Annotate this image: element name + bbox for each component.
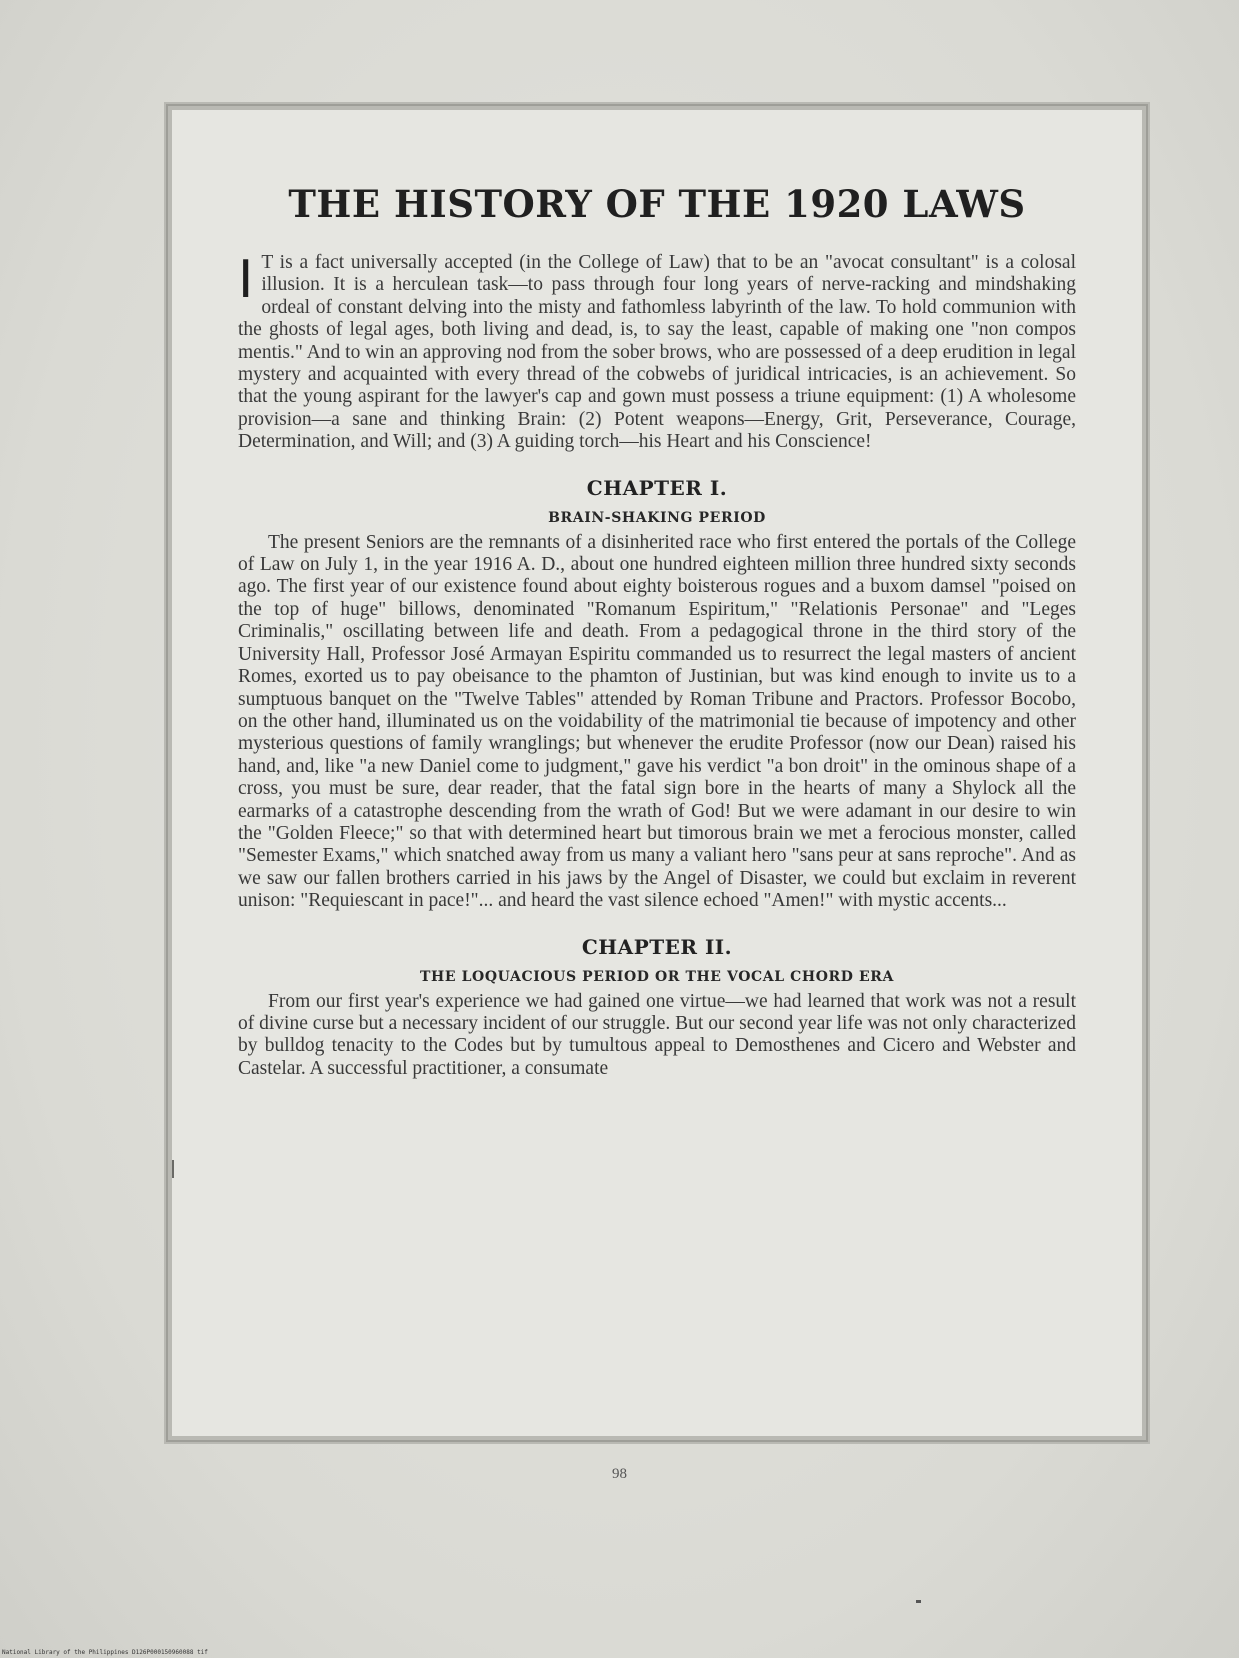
article-body	[238, 182, 1076, 1080]
chapter-1-subheading: BRAIN-SHAKING PERIOD	[548, 509, 766, 526]
chapter-1-paragraph: The present Seniors are the remnants of a disinherited race who first entered the portals of the College of Law on July 1, in the year 1916 A. D., about one hundred eighteen million three hundred sixty seconds ago. The first year of our existence found about eighty boisterous rogues and a buxom damsel "poised on the top of huge" billows, denominated "Romanum Espiritum," "Relationis Personae" and "Leges Criminalis," oscillating between life and death. From a pedagogical throne in the third story of the University Hall, Professor José Armayan Espiritu commanded us to resurrect the legal masters of ancient Romes, exorted us to pay obeisance to the phamton of Justinian, but was kind enough to invite us to a sumptuous banquet on the "Twelve Tables" attended by Roman Tribune and Practors. Professor Bocobo, on the other hand, illuminated us on the voidability of the matrimonial tie because of impotency and other mysterious questions of family wranglings; but whenever the erudite Professor (now our Dean) raised his hand, and, like "a new Daniel come to judgment," gave his verdict "a bon droit" in the ominous shape of a cross, you must be sure, dear reader, that the fatal sign bore in the hearts of many a Shylock all the earmarks of a catastrophe descending from the wrath of God! But we were adamant in our desire to win the "Golden Fleece;" so that with determined heart but timorous brain we met a ferocious monster, called "Semester Exams," which snatched away from us many a valiant hero "sans peur at sans reproche". And as we saw our fallen brothers carried in his jaws by the Angel of Disaster, we could but exclaim in reverent unison: "Requiescant in pace!"... and heard the vast silence echoed "Amen!" with mystic accents...	[238, 531, 1076, 912]
chapter-1-heading: CHAPTER I.	[586, 475, 728, 500]
chapter-2-paragraph: From our first year's experience we had gained one virtue—we had learned that work was not a result of divine curse but a necessary incident of our struggle. But our second year life was not only characterized by bulldog tenacity to the Codes but by tumultous appeal to Demosthenes and Cicero and Webster and Castelar. A successful practitioner, a consumate	[238, 990, 1076, 1079]
scan-footer-caption: National Library of the Philippines D126P000150960088 tif	[2, 1649, 208, 1656]
ink-speck	[916, 1600, 921, 1603]
page-number: 98	[612, 1466, 627, 1482]
margin-mark	[172, 1160, 174, 1178]
page-title: THE HISTORY OF THE 1920 LAWS	[288, 182, 1026, 226]
page-border-frame	[164, 102, 1150, 1444]
intro-paragraph	[238, 252, 1076, 454]
chapter-2-heading: CHAPTER II.	[581, 934, 733, 959]
intro-text: T is a fact universally accepted (in the College of Law) that to be an "avocat consultant" is a colosal illusion. It is a herculean task—to pass through four long years of nerve-racking and mindshaking ordeal of constant delving into the misty and fathomless labyrinth of the law. To hold communion with the ghosts of legal ages, both living and dead, is, to say the least, capable of making one "non compos mentis." And to win an approving nod from the sober brows, who are possessed of a deep erudition in legal mystery and acquainted with every thread of the cobwebs of juridical intricacies, is an achievement. So that the young aspirant for the lawyer's cap and gown must possess a triune equipment: (1) A wholesome provision—a sane and thinking Brain: (2) Potent weapons—Energy, Grit, Perseverance, Courage, Determination, and Will; and (3) A guiding torch—his Heart and his Conscience!	[238, 252, 1076, 453]
drop-cap: I	[238, 250, 254, 310]
chapter-2-subheading: THE LOQUACIOUS PERIOD OR THE VOCAL CHORD ERA	[420, 968, 894, 985]
